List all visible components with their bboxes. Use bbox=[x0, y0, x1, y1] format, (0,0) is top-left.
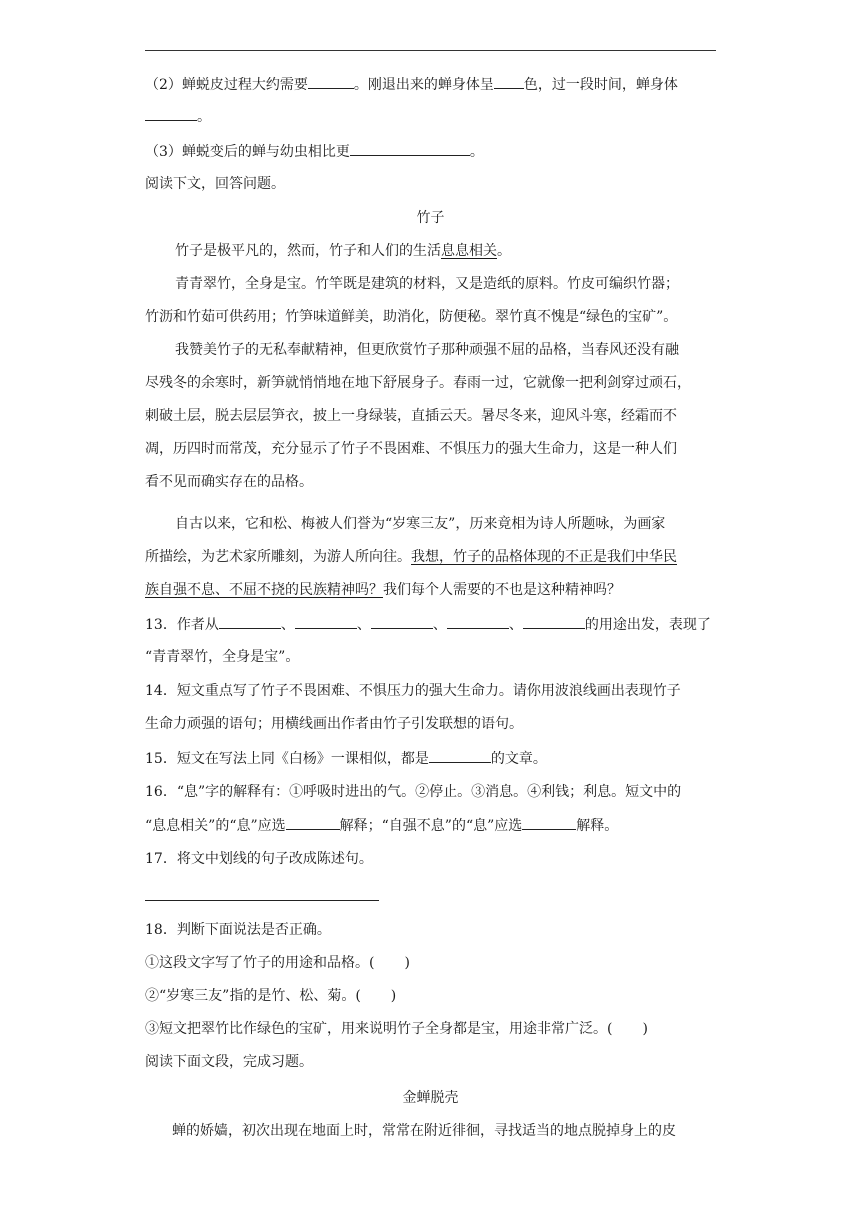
reading-instruction-2: 阅读下面文段，完成习题。 bbox=[145, 1054, 313, 1070]
answer-blank[interactable] bbox=[350, 141, 470, 156]
essay-paragraph-3-line-5: 看不见而确实存在的品格。 bbox=[145, 474, 313, 490]
q3-text-a: （3）蝉蜕变后的蝉与幼虫相比更 bbox=[145, 144, 350, 160]
question-16-line-2: “息息相关”的“息”应选 解释；“自强不息”的“息”应选 解释。 bbox=[145, 815, 720, 836]
question-13-cont: “青青翠竹，全身是宝”。 bbox=[145, 649, 300, 665]
essay-paragraph-3-line-4: 凋，历四时而常茂，充分显示了竹子不畏困难、不惧压力的强大生命力，这是一种人们 bbox=[145, 441, 677, 457]
essay-paragraph-3-line-3: 刺破土层，脱去层层笋衣，披上一身绿装，直插云天。暑尽冬来，迎风斗寒，经霜而不 bbox=[145, 408, 677, 424]
answer-line[interactable] bbox=[145, 900, 379, 901]
essay-paragraph-4-line-2: 所描绘，为艺术家所雕刻，为游人所向往。我想，竹子的品格体现的不正是我们中华民 bbox=[145, 549, 677, 565]
answer-blank[interactable] bbox=[522, 815, 576, 830]
answer-blank[interactable] bbox=[494, 74, 524, 89]
question-2-cont bbox=[145, 106, 720, 127]
answer-blank[interactable] bbox=[145, 106, 197, 121]
answer-blank[interactable] bbox=[523, 614, 585, 629]
q2-text-d: 。 bbox=[197, 109, 211, 125]
essay-paragraph-1: 竹子是极平凡的，然而，竹子和人们的生活息息相关。 bbox=[175, 243, 511, 259]
judgement-1: ①这段文字写了竹子的用途和品格。( ) bbox=[145, 955, 410, 971]
q3-text-b: 。 bbox=[469, 144, 484, 160]
judgement-3: ③短文把翠竹比作绿色的宝矿，用来说明竹子全身都是宝，用途非常广泛。( ) bbox=[145, 1021, 648, 1037]
underlined-phrase: 息息相关 bbox=[441, 243, 497, 259]
answer-blank[interactable] bbox=[429, 748, 491, 763]
essay2-title: 金蝉脱壳 bbox=[402, 1090, 459, 1106]
judgement-2: ②“岁寒三友”指的是竹、松、菊。( ) bbox=[145, 988, 397, 1004]
question-15: 15．短文在写法上同《白杨》一课相似，都是 的文章。 bbox=[145, 748, 720, 769]
q2-text-c: 色，过一段时间，蝉身体 bbox=[523, 77, 678, 93]
answer-blank[interactable] bbox=[308, 74, 354, 89]
essay-paragraph-4-line-1: 自古以来，它和松、梅被人们誉为“岁寒三友”，历来竟相为诗人所题咏，为画家 bbox=[175, 516, 666, 532]
question-18: 18．判断下面说法是否正确。 bbox=[145, 922, 331, 938]
essay-title: 竹子 bbox=[416, 210, 445, 226]
underlined-sentence: 族自强不息、不屈不挠的民族精神吗？ bbox=[145, 582, 383, 598]
essay-paragraph-2-line-2: 竹沥和竹茹可供药用；竹笋味道鲜美，助消化，防便秘。翠竹真不愧是“绿色的宝矿”。 bbox=[145, 309, 678, 325]
essay-paragraph-2-line-1: 青青翠竹，全身是宝。竹竿既是建筑的材料，又是造纸的原料。竹皮可编织竹器； bbox=[175, 276, 679, 292]
essay-paragraph-4-line-3: 族自强不息、不屈不挠的民族精神吗？我们每个人需要的不也是这种精神吗？ bbox=[145, 582, 621, 598]
question-3 bbox=[145, 141, 720, 162]
essay-paragraph-3-line-2: 尽残冬的余寒时，新笋就悄悄地在地下舒展身子。春雨一过，它就像一把利剑穿过顽石， bbox=[145, 375, 691, 391]
answer-blank[interactable] bbox=[295, 614, 357, 629]
answer-blank[interactable] bbox=[447, 614, 509, 629]
answer-blank[interactable] bbox=[371, 614, 433, 629]
question-17: 17．将文中划线的句子改成陈述句。 bbox=[145, 851, 373, 867]
answer-blank[interactable] bbox=[219, 614, 281, 629]
underlined-sentence: 我想，竹子的品格体现的不正是我们中华民 bbox=[411, 549, 677, 565]
essay-paragraph-3-line-1: 我赞美竹子的无私奉献精神，但更欣赏竹子那种顽强不屈的品格，当春风还没有融 bbox=[175, 342, 679, 358]
question-16-line-1: 16．“息”字的解释有：①呼吸时进出的气。②停止。③消息。④利钱；利息。短文中的 bbox=[145, 784, 682, 800]
question-13: 13．作者从 、 、 、 、 的用途出发，表现了 bbox=[145, 614, 720, 635]
reading-instruction: 阅读下文，回答问题。 bbox=[145, 176, 285, 192]
answer-blank[interactable] bbox=[286, 815, 340, 830]
question-14-line-1: 14．短文重点写了竹子不畏困难、不惧压力的强大生命力。请你用波浪线画出表现竹子 bbox=[145, 683, 681, 699]
essay2-line-1: 蝉的娇嫱，初次出现在地面上时，常常在附近徘徊，寻找适当的地点脱掉身上的皮 bbox=[172, 1123, 676, 1139]
header-rule bbox=[145, 50, 716, 51]
question-14-line-2: 生命力顽强的语句；用横线画出作者由竹子引发联想的语句。 bbox=[145, 716, 523, 732]
question-2 bbox=[145, 74, 720, 95]
q2-text-a: （2）蝉蜕皮过程大约需要 bbox=[145, 77, 308, 93]
q2-text-b: 。刚退出来的蝉身体呈 bbox=[353, 77, 494, 93]
